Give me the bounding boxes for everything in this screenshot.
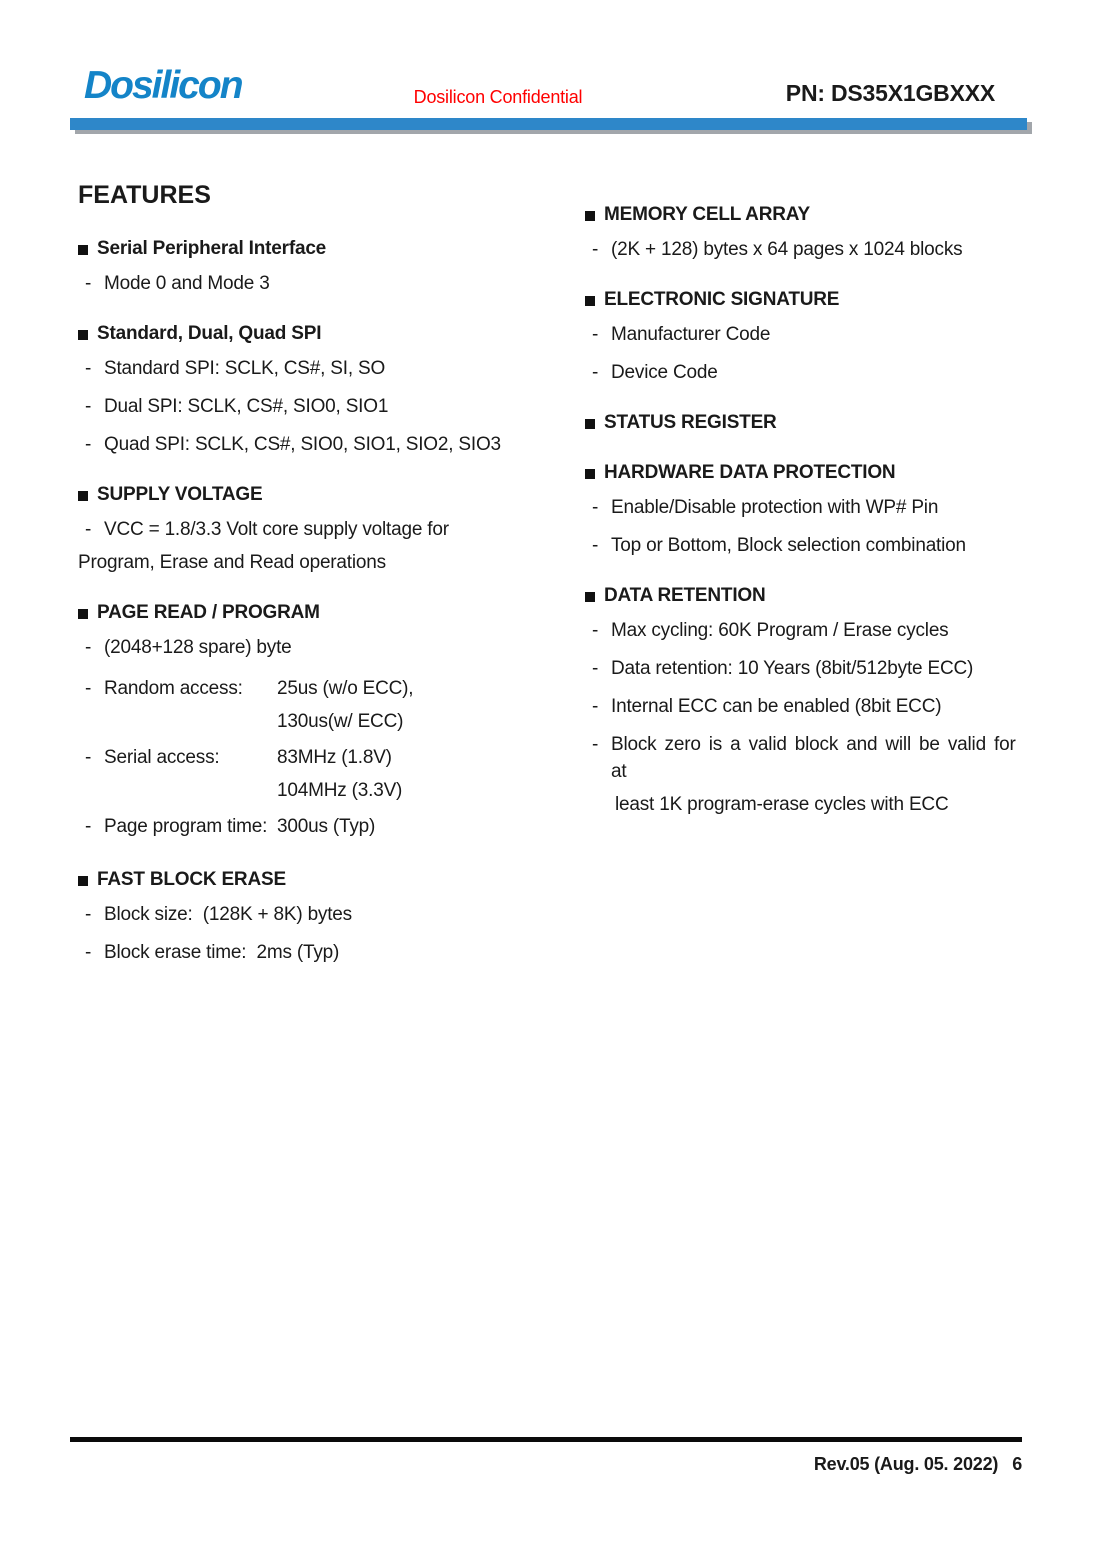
- feature-section: [78, 600, 560, 843]
- feature-section: [78, 321, 560, 458]
- item-text: Mode 0 and Mode 3: [104, 273, 270, 294]
- feature-item: [78, 431, 560, 458]
- feature-item: [78, 270, 560, 297]
- feature-item: [585, 532, 1037, 559]
- item-text: Standard SPI: SCLK, CS#, SI, SO: [104, 358, 386, 379]
- left-sections: [78, 236, 560, 966]
- dash-bullet: -: [592, 734, 599, 755]
- feature-item: [78, 672, 560, 738]
- dash-bullet: -: [85, 519, 92, 540]
- item-line: [585, 359, 1037, 386]
- dash-bullet: -: [85, 678, 92, 699]
- item-text: Manufacturer Code: [611, 324, 771, 345]
- dash-bullet: -: [85, 273, 92, 294]
- square-bullet-icon: [78, 491, 88, 501]
- label-value-grid: [104, 810, 375, 843]
- item-text: Block erase time: 2ms (Typ): [104, 942, 340, 963]
- feature-item: [78, 901, 560, 928]
- square-bullet-icon: [585, 419, 595, 429]
- section-title: DATA RETENTION: [604, 585, 766, 606]
- dash-bullet: -: [592, 620, 599, 641]
- item-line: [78, 355, 560, 382]
- section-title: FAST BLOCK ERASE: [97, 869, 286, 890]
- square-bullet-icon: [585, 592, 595, 602]
- item-text: (2048+128 spare) byte: [104, 637, 292, 658]
- item-text: Block size: (128K + 8K) bytes: [104, 904, 352, 925]
- section-heading: [585, 583, 1037, 609]
- dash-bullet: -: [85, 942, 92, 963]
- dash-bullet: -: [592, 497, 599, 518]
- square-bullet-icon: [78, 609, 88, 619]
- square-bullet-icon: [585, 296, 595, 306]
- item-values: [277, 741, 402, 807]
- item-line: [78, 939, 560, 966]
- item-line: [78, 741, 560, 807]
- footer-rule: [70, 1437, 1022, 1442]
- item-text: Device Code: [611, 362, 718, 383]
- item-text: Data retention: 10 Years (8bit/512byte ECC): [611, 658, 974, 679]
- section-title: Serial Peripheral Interface: [97, 238, 327, 259]
- square-bullet-icon: [585, 211, 595, 221]
- dash-bullet: -: [592, 535, 599, 556]
- square-bullet-icon: [78, 330, 88, 340]
- item-text: VCC = 1.8/3.3 Volt core supply voltage for: [104, 519, 449, 540]
- dash-bullet: -: [85, 396, 92, 417]
- dash-bullet: -: [85, 637, 92, 658]
- section-title: MEMORY CELL ARRAY: [604, 204, 810, 225]
- section-title: SUPPLY VOLTAGE: [97, 484, 263, 505]
- right-sections: [585, 202, 1037, 818]
- square-bullet-icon: [585, 469, 595, 479]
- revision-label: Rev.05 (Aug. 05. 2022): [813, 1454, 999, 1474]
- feature-item: [78, 355, 560, 382]
- item-text: Quad SPI: SCLK, CS#, SIO0, SIO1, SIO2, SIO3: [104, 434, 501, 455]
- feature-item: [78, 516, 560, 576]
- feature-section: [585, 202, 1037, 263]
- feature-item: [585, 359, 1037, 386]
- item-value: 83MHz (1.8V): [277, 747, 392, 768]
- dash-bullet: -: [85, 904, 92, 925]
- item-line: [78, 431, 560, 458]
- section-heading: [78, 321, 560, 347]
- feature-item: [78, 393, 560, 420]
- item-line: [78, 516, 560, 543]
- footer-text: [814, 1452, 1022, 1476]
- feature-section: [78, 236, 560, 297]
- item-line: [78, 634, 560, 661]
- dash-bullet: -: [592, 362, 599, 383]
- dash-bullet: -: [85, 434, 92, 455]
- item-text: Internal ECC can be enabled (8bit ECC): [611, 696, 942, 717]
- section-heading: [78, 482, 560, 508]
- section-title: PAGE READ / PROGRAM: [97, 602, 320, 623]
- feature-item: [585, 494, 1037, 521]
- feature-section: [585, 410, 1037, 436]
- section-heading: [585, 287, 1037, 313]
- item-continuation: Program, Erase and Read operations: [78, 552, 386, 573]
- item-values: [277, 672, 413, 738]
- feature-section: [78, 482, 560, 576]
- item-label: Serial access:: [104, 747, 220, 768]
- feature-item: [78, 939, 560, 966]
- dash-bullet: -: [85, 816, 92, 837]
- item-value: 104MHz (3.3V): [277, 780, 403, 801]
- item-text: (2K + 128) bytes x 64 pages x 1024 blocks: [611, 239, 963, 260]
- item-line: [78, 270, 560, 297]
- confidential-label: Dosilicon Confidential: [413, 87, 583, 107]
- page-title: FEATURES: [78, 181, 211, 209]
- section-title: ELECTRONIC SIGNATURE: [604, 289, 840, 310]
- feature-item: [585, 731, 1037, 818]
- item-line: [585, 617, 1037, 644]
- section-heading: [78, 236, 560, 262]
- item-value: 300us (Typ): [277, 816, 376, 837]
- dash-bullet: -: [85, 747, 92, 768]
- feature-section: [585, 460, 1037, 559]
- item-line: [585, 693, 1037, 720]
- item-label: Page program time:: [104, 816, 268, 837]
- square-bullet-icon: [78, 245, 88, 255]
- item-line: [78, 901, 560, 928]
- feature-section: [585, 583, 1037, 818]
- section-heading: [78, 867, 560, 893]
- item-text: Block zero is a valid block and will be valid for at: [611, 734, 1024, 782]
- item-value: 25us (w/o ECC),: [277, 678, 414, 699]
- section-heading: [78, 600, 560, 626]
- feature-item: [78, 634, 560, 661]
- item-label: Random access:: [104, 678, 243, 699]
- label-value-grid: [104, 741, 402, 807]
- item-line: [78, 810, 560, 843]
- feature-item: [78, 741, 560, 807]
- item-values: [277, 810, 375, 843]
- item-line: [585, 655, 1037, 682]
- header-rule: [70, 118, 1027, 130]
- label-value-grid: [104, 672, 413, 738]
- feature-item: [585, 655, 1037, 682]
- section-title: Standard, Dual, Quad SPI: [97, 323, 322, 344]
- dosilicon-logo: Dosilicon: [84, 64, 242, 107]
- item-line: [585, 321, 1037, 348]
- feature-section: [78, 867, 560, 966]
- dash-bullet: -: [592, 658, 599, 679]
- section-heading: [585, 410, 1037, 436]
- dash-bullet: -: [592, 696, 599, 717]
- section-heading: [585, 202, 1037, 228]
- dash-bullet: -: [592, 239, 599, 260]
- part-number: PN: DS35X1GBXXX: [785, 80, 995, 106]
- item-line: [585, 532, 1037, 559]
- item-text: Enable/Disable protection with WP# Pin: [611, 497, 939, 518]
- dash-bullet: -: [85, 358, 92, 379]
- section-title: HARDWARE DATA PROTECTION: [604, 462, 896, 483]
- feature-item: [585, 617, 1037, 644]
- item-text: Dual SPI: SCLK, CS#, SIO0, SIO1: [104, 396, 389, 417]
- item-line: [78, 672, 560, 738]
- feature-section: [585, 287, 1037, 386]
- feature-item: [585, 236, 1037, 263]
- item-line: [585, 731, 1037, 785]
- item-value: 130us(w/ ECC): [277, 711, 404, 732]
- item-line: [585, 494, 1037, 521]
- item-line: [585, 236, 1037, 263]
- section-title: STATUS REGISTER: [604, 412, 777, 433]
- right-column: [585, 202, 1037, 842]
- left-column: [78, 180, 560, 990]
- feature-item: [78, 810, 560, 843]
- feature-item: [585, 693, 1037, 720]
- feature-item: [585, 321, 1037, 348]
- item-text: Top or Bottom, Block selection combination: [611, 535, 966, 556]
- section-heading: [585, 460, 1037, 486]
- item-line: [78, 393, 560, 420]
- square-bullet-icon: [78, 876, 88, 886]
- item-continuation: least 1K program-erase cycles with ECC: [615, 794, 949, 815]
- dash-bullet: -: [592, 324, 599, 345]
- page-number: 6: [1012, 1454, 1022, 1474]
- item-text: Max cycling: 60K Program / Erase cycles: [611, 620, 949, 641]
